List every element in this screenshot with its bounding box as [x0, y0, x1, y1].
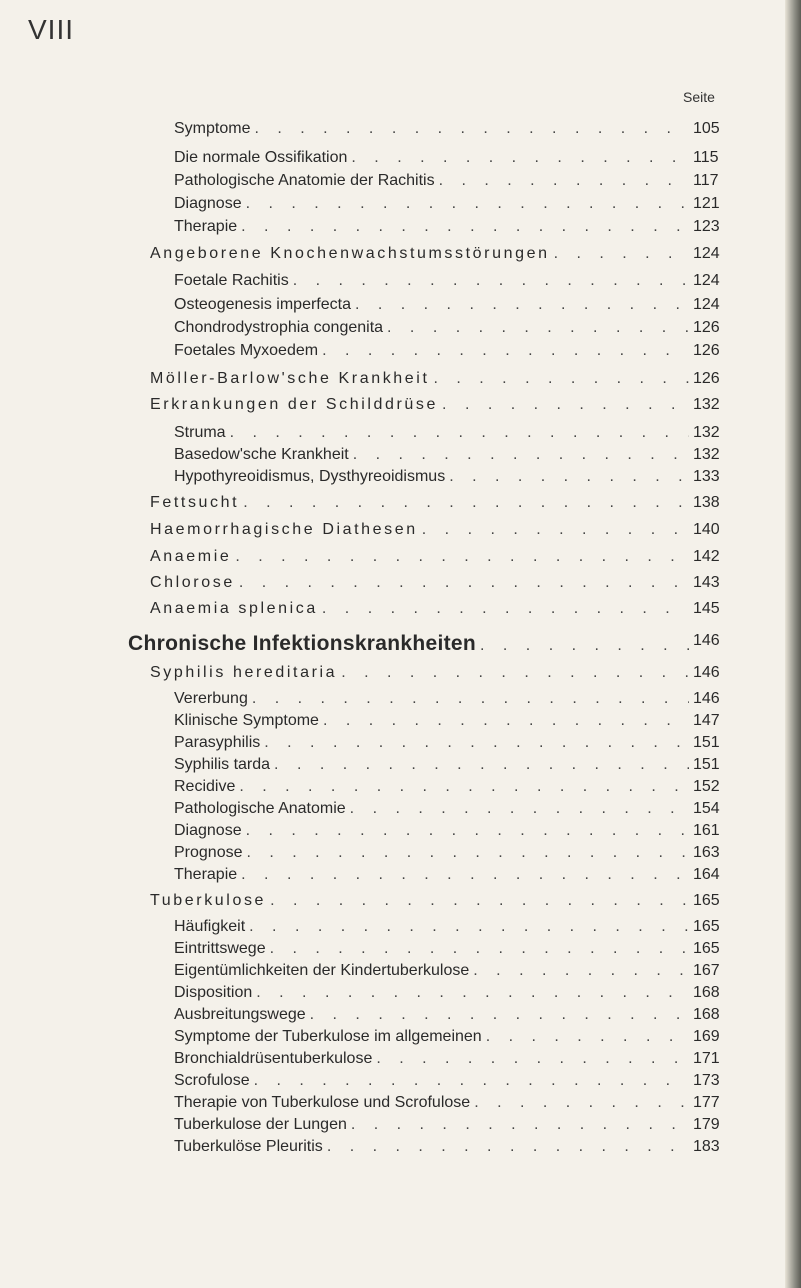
toc-entry-page: 140 [689, 521, 735, 539]
toc-entry-title: Tuberkulose der Lungen [174, 1116, 347, 1133]
toc-entry [174, 424, 735, 446]
toc-entry [174, 1072, 735, 1094]
toc-entry-title: Syphilis tarda [174, 756, 271, 773]
toc-entry-page: 147 [689, 712, 735, 730]
dot-leader [235, 574, 735, 592]
toc-entry-title: Symptome der Tuberkulose im allgemeinen [174, 1028, 482, 1045]
toc-entry-title: Chondrodystrophia congenita [174, 319, 384, 336]
dot-leader [346, 800, 735, 818]
toc-entry [174, 1094, 735, 1116]
toc-entry [174, 1050, 735, 1072]
toc-entry [174, 342, 735, 364]
toc-entry-page: 132 [689, 396, 735, 414]
dot-leader [248, 690, 735, 708]
toc-entry-title: Foetale Rachitis [174, 272, 289, 289]
toc-entry-title: Erkrankungen der Schilddrüse [150, 396, 439, 413]
toc-entry-title: Basedow'sche Krankheit [174, 446, 349, 463]
toc-entry-page: 138 [689, 494, 735, 512]
dot-leader [349, 446, 735, 464]
toc-entry-page: 146 [689, 690, 735, 708]
dot-leader [337, 664, 735, 682]
toc-entry [174, 756, 735, 778]
toc-entry [174, 822, 735, 844]
toc-entry [150, 521, 735, 543]
toc-entry-title: Die normale Ossifikation [174, 149, 348, 166]
toc-entry-page: 165 [689, 918, 735, 936]
dot-leader [318, 342, 735, 360]
toc-entry [150, 574, 735, 596]
toc-entry-page: 126 [689, 370, 735, 388]
toc-entry [174, 172, 735, 194]
toc-entry-page: 133 [689, 468, 735, 486]
toc-entry [150, 664, 735, 686]
toc-entry-title: Haemorrhagische Diathesen [150, 521, 418, 538]
toc-entry [174, 712, 735, 734]
toc-entry-page: 152 [689, 778, 735, 796]
toc-entry-page: 105 [689, 120, 735, 138]
toc-entry-page: 117 [689, 172, 735, 190]
dot-leader [242, 822, 735, 840]
toc-entry [174, 120, 735, 142]
dot-leader [323, 1138, 735, 1156]
toc-entry [150, 396, 735, 418]
toc-entry-page: 123 [689, 218, 735, 236]
toc-entry-title: Foetales Myxoedem [174, 342, 319, 359]
toc-entry-title: Fettsucht [150, 494, 240, 511]
toc-entry-title: Bronchialdrüsentuberkulose [174, 1050, 373, 1067]
dot-leader [242, 195, 735, 213]
toc-entry-page: 161 [689, 822, 735, 840]
seite-column-header: Seite [683, 89, 715, 105]
toc-entry [174, 218, 735, 240]
dot-leader [418, 521, 735, 539]
dot-leader [226, 424, 735, 442]
dot-leader [266, 892, 735, 910]
dot-leader [260, 734, 735, 752]
toc-entry-page: 124 [689, 296, 735, 314]
toc-entry [174, 690, 735, 712]
toc-entry-title: Parasyphilis [174, 734, 261, 751]
toc-entry-page: 126 [689, 342, 735, 360]
dot-leader [383, 319, 735, 337]
toc-entry [174, 778, 735, 800]
toc-entry-title: Diagnose [174, 822, 242, 839]
toc-entry-title: Struma [174, 424, 226, 441]
toc-entry [174, 296, 735, 318]
toc-entry-title: Pathologische Anatomie der Rachitis [174, 172, 435, 189]
toc-entry [150, 245, 735, 267]
toc-entry [174, 918, 735, 940]
toc-entry-title: Tuberkulose [150, 892, 267, 909]
toc-entry [174, 1028, 735, 1050]
toc-entry-page: 169 [689, 1028, 735, 1046]
dot-leader [319, 712, 735, 730]
toc-entry [174, 844, 735, 866]
toc-entry [174, 149, 735, 171]
dot-leader [318, 600, 735, 618]
dot-leader [250, 120, 735, 138]
toc-entry [174, 734, 735, 756]
dot-leader [347, 1116, 735, 1134]
toc-entry [174, 319, 735, 341]
dot-leader [237, 218, 735, 236]
toc-entry-page: 145 [689, 600, 735, 618]
toc-entry [174, 1006, 735, 1028]
toc-entry [128, 632, 735, 654]
toc-entry-title: Klinische Symptome [174, 712, 319, 729]
toc-entry-page: 115 [689, 149, 735, 167]
toc-entry [174, 195, 735, 217]
toc-entry-title: Therapie von Tuberkulose und Scrofulose [174, 1094, 471, 1111]
toc-entry [174, 1138, 735, 1160]
toc-entry-title: Anaemia splenica [150, 600, 318, 617]
toc-entry-title: Eintrittswege [174, 940, 266, 957]
toc-entry-page: 132 [689, 446, 735, 464]
toc-entry-page: 163 [689, 844, 735, 862]
toc-entry-page: 168 [689, 984, 735, 1002]
toc-entry-page: 126 [689, 319, 735, 337]
toc-entry [174, 800, 735, 822]
toc-entry-page: 124 [689, 245, 735, 263]
toc-entry-title: Therapie [174, 866, 238, 883]
toc-entry-page: 121 [689, 195, 735, 213]
toc-entry-page: 154 [689, 800, 735, 818]
toc-entry-page: 167 [689, 962, 735, 980]
dot-leader [347, 149, 735, 167]
toc-entry-title: Vererbung [174, 690, 248, 707]
toc-entry [174, 468, 735, 490]
toc-entry-title: Osteogenesis imperfecta [174, 296, 351, 313]
toc-entry-title: Möller-Barlow'sche Krankheit [150, 370, 430, 387]
toc-entry [150, 892, 735, 914]
toc-entry-page: 177 [689, 1094, 735, 1112]
toc-entry-title: Symptome [174, 120, 251, 137]
toc-entry-title: Häufigkeit [174, 918, 246, 935]
toc-entry-page: 132 [689, 424, 735, 442]
dot-leader [306, 1006, 735, 1024]
toc-entry-title: Prognose [174, 844, 243, 861]
toc-entry-page: 165 [689, 892, 735, 910]
toc-entry [150, 370, 735, 392]
toc-entry-page: 165 [689, 940, 735, 958]
toc-entry [150, 600, 735, 622]
dot-leader [237, 866, 735, 884]
toc-entry [174, 940, 735, 962]
toc-entry-title: Therapie [174, 218, 238, 235]
toc-entry-page: 171 [689, 1050, 735, 1068]
toc-entry-page: 143 [689, 574, 735, 592]
toc-entry-page: 151 [689, 734, 735, 752]
toc-entry-title: Chronische Infektionskrankheiten [128, 632, 477, 655]
dot-leader [270, 756, 735, 774]
toc-entry-title: Diagnose [174, 195, 242, 212]
toc-entry-title: Anaemie [150, 548, 232, 565]
toc-entry-title: Scrofulose [174, 1072, 250, 1089]
toc-entry-page: 173 [689, 1072, 735, 1090]
toc-entry-title: Pathologische Anatomie [174, 800, 346, 817]
toc-entry-title: Ausbreitungswege [174, 1006, 306, 1023]
dot-leader [245, 918, 735, 936]
dot-leader [266, 940, 735, 958]
dot-leader [351, 296, 735, 314]
toc-entry-title: Recidive [174, 778, 236, 795]
toc-entry-title: Tuberkulöse Pleuritis [174, 1138, 323, 1155]
toc-entry-page: 164 [689, 866, 735, 884]
toc-entry [150, 548, 735, 570]
toc-entry-page: 183 [689, 1138, 735, 1156]
dot-leader [235, 778, 735, 796]
toc-entry [174, 272, 735, 294]
toc-entry-page: 146 [689, 632, 735, 650]
toc-entry-title: Angeborene Knochenwachstumsstörungen [150, 245, 550, 262]
toc-entry [174, 984, 735, 1006]
dot-leader [372, 1050, 735, 1068]
toc-entry [174, 962, 735, 984]
toc-entry-page: 124 [689, 272, 735, 290]
toc-entry [150, 494, 735, 516]
toc-entry-page: 179 [689, 1116, 735, 1134]
toc-entry-title: Chlorose [150, 574, 235, 591]
toc-entry [174, 866, 735, 888]
toc-entry [174, 1116, 735, 1138]
dot-leader [231, 548, 735, 566]
toc-entry-page: 151 [689, 756, 735, 774]
toc-entry-page: 168 [689, 1006, 735, 1024]
dot-leader [250, 1072, 735, 1090]
toc-entry-page: 142 [689, 548, 735, 566]
toc-entry-title: Eigentümlichkeiten der Kindertuberkulose [174, 962, 470, 979]
toc-entry [174, 446, 735, 468]
page-folio: VIII [28, 14, 75, 45]
dot-leader [239, 494, 735, 512]
toc-entry-page: 146 [689, 664, 735, 682]
toc-entry-title: Disposition [174, 984, 253, 1001]
toc-entry-title: Hypothyreoidismus, Dysthyreoidismus [174, 468, 446, 485]
dot-leader [243, 844, 736, 862]
book-spine-edge [785, 0, 801, 1288]
dot-leader [252, 984, 735, 1002]
toc-entry-title: Syphilis hereditaria [150, 664, 338, 681]
dot-leader [289, 272, 735, 290]
